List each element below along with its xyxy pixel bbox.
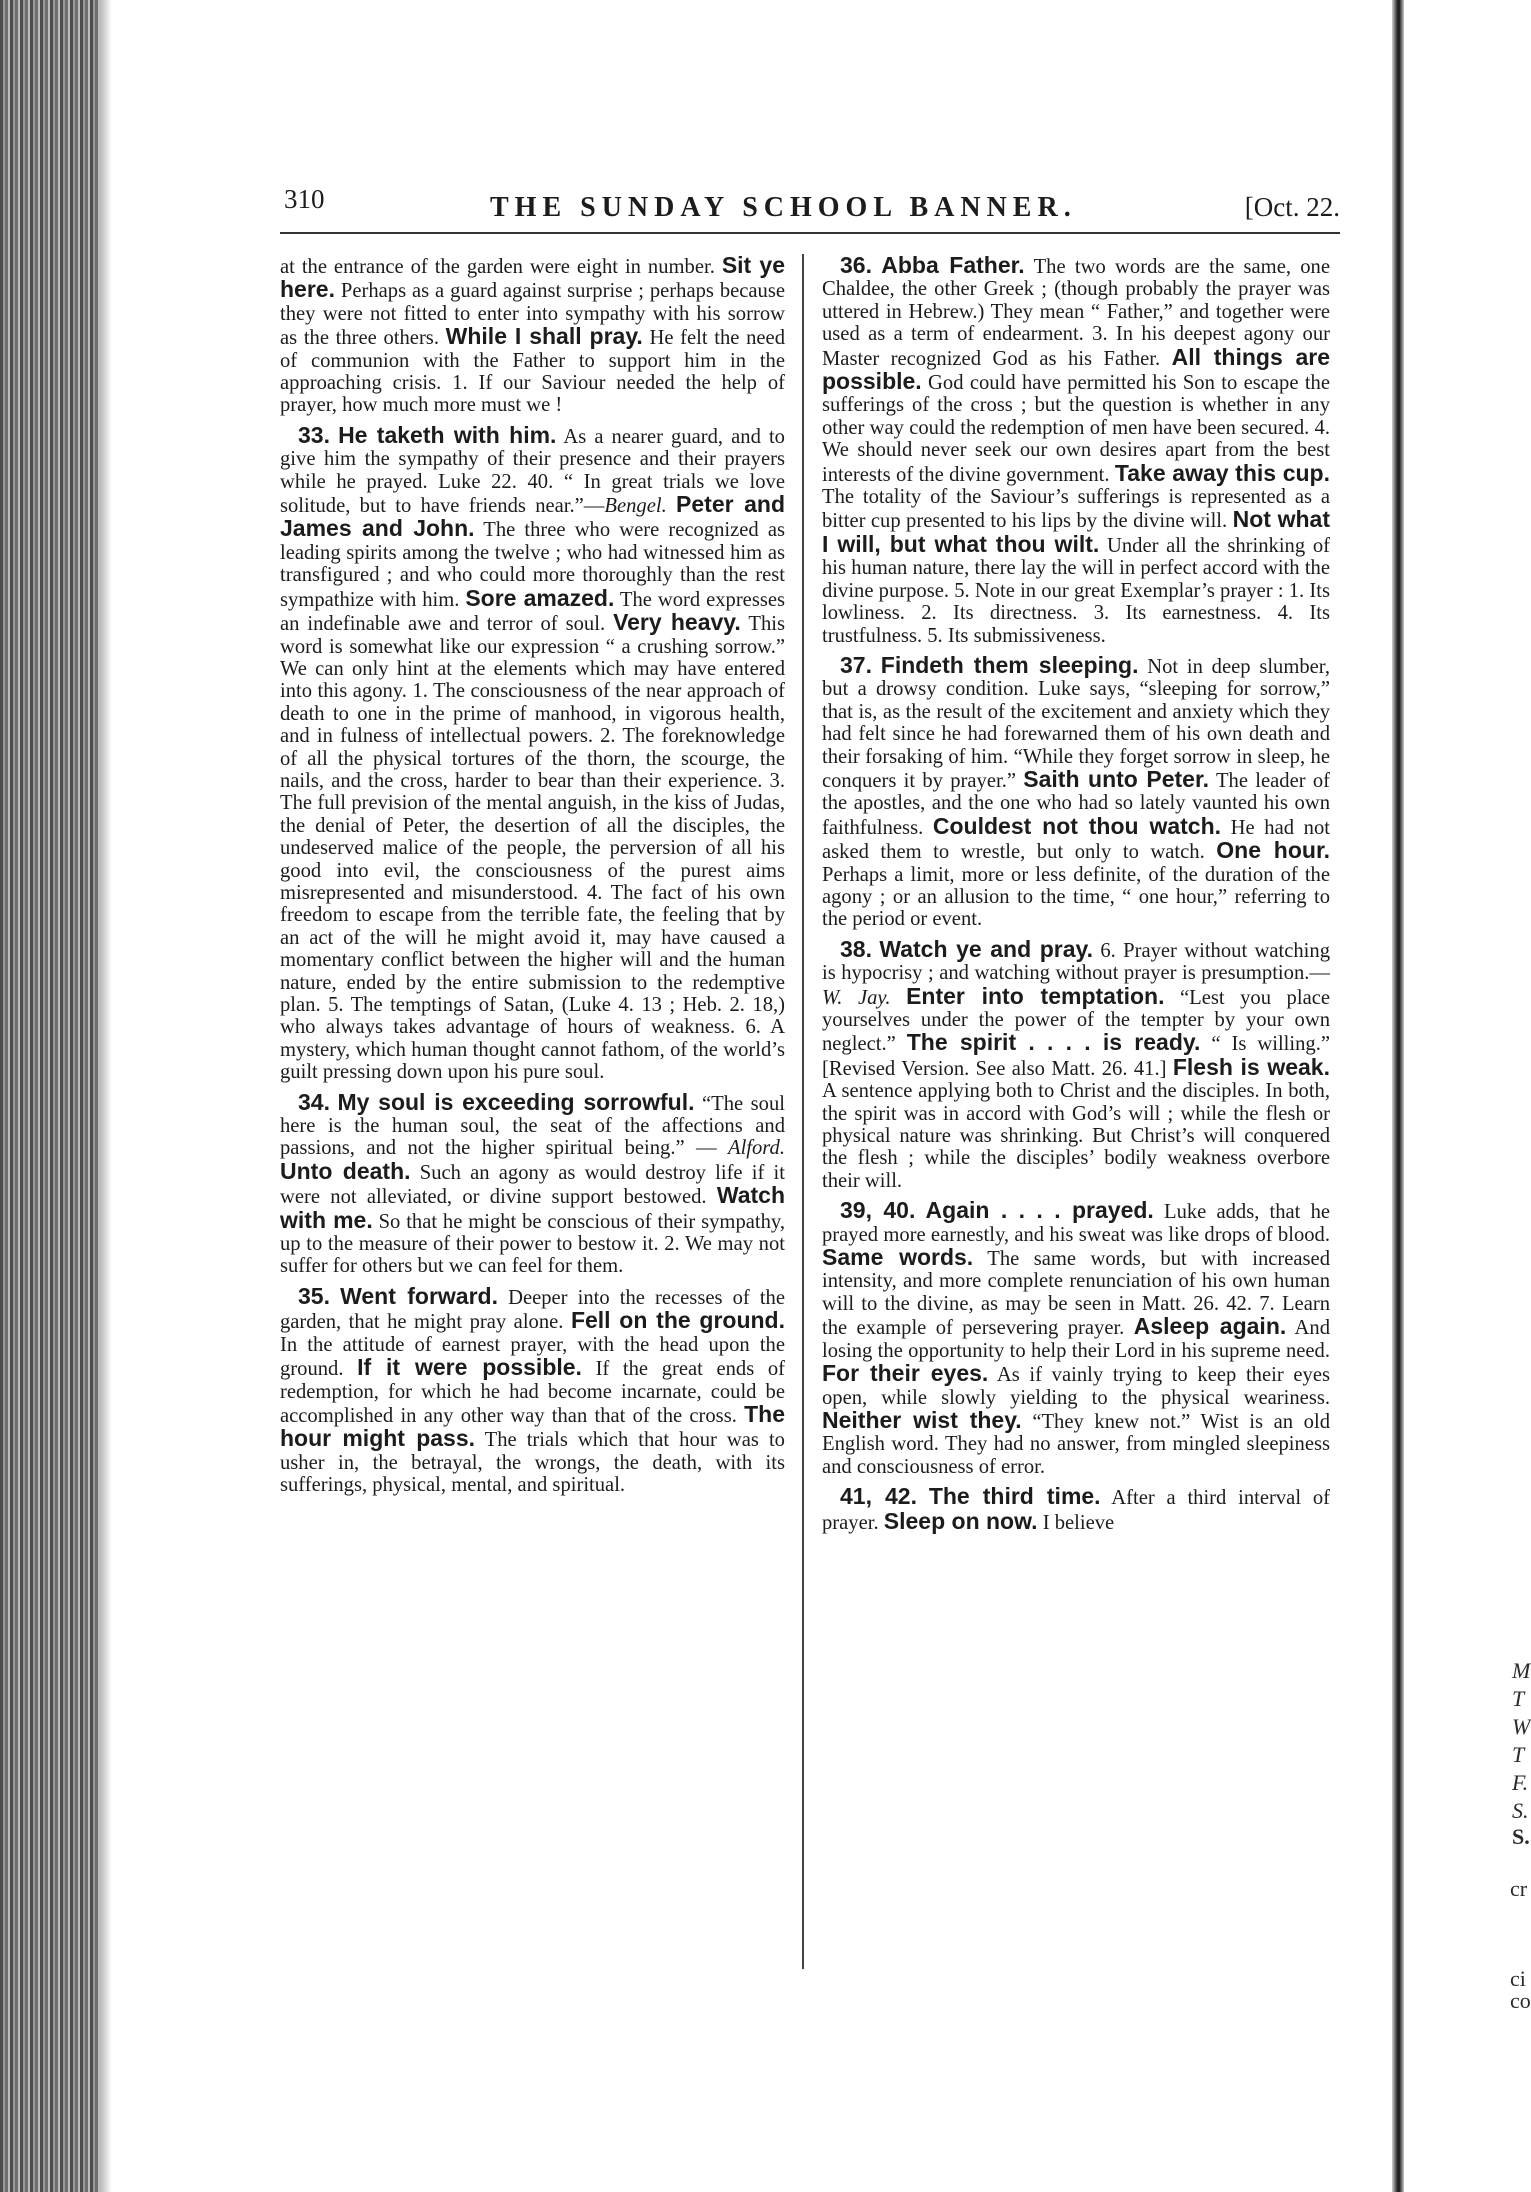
verse-phrase-heading: Went forward. xyxy=(340,1282,498,1309)
body-text: After a third interval of prayer. xyxy=(822,1487,1330,1534)
verse-phrase-heading: He taketh with him. xyxy=(338,421,557,448)
body-text: 6. Prayer without watching is hypocrisy ; and watching without prayer is presumption.— xyxy=(822,939,1330,985)
body-text: “Lest you place yourselves under the power of the tempter by your own neglect.” xyxy=(822,986,1330,1056)
body-text: God could have permitted his Son to escape the sufferings of the cross ; but the question is whether in any other way could the redemption of men have been secured. 4. We should never seek our own desires apart from the best interests of the divine government. xyxy=(822,372,1330,486)
column-divider xyxy=(802,254,804,1969)
book-gutter-shadow xyxy=(1392,0,1404,2192)
verse-number: 39, 40. xyxy=(840,1197,916,1224)
body-text xyxy=(891,987,907,1009)
verse-phrase-heading: Same words. xyxy=(822,1244,974,1271)
left-column xyxy=(280,254,785,1979)
verse-phrase-heading: Flesh is weak. xyxy=(1172,1053,1330,1080)
verse-phrase-heading: Saith unto Peter. xyxy=(1023,765,1210,792)
facing-page-fragment xyxy=(1404,0,1531,2192)
body-text: He had not asked them to wrestle, but only to watch. xyxy=(822,816,1330,864)
verse-phrase-heading: Very heavy. xyxy=(613,609,741,636)
body-text: So that he might be conscious of their sympathy, up to the measure of their power to bestow it. 2. We may not suffer for others but we can feel for them. xyxy=(280,1210,786,1278)
facing-page-glyph: cr xyxy=(1510,1876,1528,1901)
body-text: The totality of the Saviour’s sufferings is represented as a bitter cup presented to his lips by the divine will. xyxy=(822,486,1330,533)
verse-33-commentary xyxy=(280,421,786,1084)
verse-phrase-heading: The spirit . . . . is ready. xyxy=(906,1029,1201,1056)
facing-page-glyph: T xyxy=(1512,1742,1525,1767)
verse-phrase-heading: Abba Father. xyxy=(881,252,1025,278)
body-text: As if vainly trying to keep their eyes open, while slowly yielding to the physical weariness. xyxy=(822,1364,1330,1409)
verse-phrase-heading: Findeth them sleeping. xyxy=(880,651,1139,678)
facing-page-glyph: W xyxy=(1512,1714,1531,1739)
body-text: Such an agony as would destroy life if it were not alleviated, or divine support bestowed. xyxy=(280,1161,785,1209)
verse-37-commentary xyxy=(822,651,1331,931)
verse-phrase-heading: My soul is exceeding sorrowful. xyxy=(337,1088,695,1115)
verse-phrase-heading: Unto death. xyxy=(280,1157,411,1184)
verse-41-42-commentary xyxy=(822,1485,1330,1534)
verse-phrase-heading: Enter into temptation. xyxy=(906,982,1165,1009)
book-page-edges xyxy=(0,0,100,2192)
issue-date: [Oct. 22. xyxy=(1244,192,1340,222)
verse-35-commentary xyxy=(280,1282,786,1497)
verse-phrase-heading: Couldest not thou watch. xyxy=(932,812,1222,839)
verse-36-commentary xyxy=(822,254,1330,647)
verse-34-commentary xyxy=(280,1088,786,1278)
right-column xyxy=(822,254,1330,1979)
facing-page-glyph: M xyxy=(1512,1658,1531,1683)
verse-number: 38. xyxy=(840,935,872,962)
verse-phrase-heading: Not what I will, but what thou wilt. xyxy=(822,506,1330,557)
verse-phrase-heading: Sore amazed. xyxy=(465,584,615,611)
verse-phrase-heading: The hour might pass. xyxy=(280,1400,785,1452)
facing-page-glyph: ci xyxy=(1510,1966,1526,1991)
facing-page-glyph: S. xyxy=(1512,1798,1529,1823)
verse-number: 34. xyxy=(298,1088,330,1115)
verse-phrase-heading: Again . . . . prayed. xyxy=(925,1197,1154,1224)
body-text: Deeper into the recesses of the garden, that he might pray alone. xyxy=(280,1286,785,1334)
body-text: The three who were recognized as leading spirits among the twelve ; who had witnessed him as transfigured ; and who could more thoroughly than the rest sympathize with him. xyxy=(280,519,785,611)
verse-phrase-heading: For their eyes. xyxy=(822,1360,989,1387)
body-text: The word expresses an indefinable awe and terror of soul. xyxy=(280,588,786,636)
body-text: Perhaps as a guard against surprise ; perhaps because they were not fitted to enter into sympathy with his sorrow as the three others. xyxy=(280,280,785,350)
verse-phrase-heading: The third time. xyxy=(928,1483,1101,1510)
body-text: This word is somewhat like our expression “ a crushing sorrow.” We can only hint at the elements which may have entered into this agony. 1. The consciousness of the near approach of death to one in the prime of manhood, in vigorous health, and in fulness of intellectual powers. 2. The foreknowledge of all the physical tortures of the thorn, the scourge, the nails, and the cross, harder to bear than their experience. 3. The full prevision of the mental anguish, in the kiss of Judas, the denial of Peter, the desertion of all the disciples, the undeserved malice of the people, the perversion of all his good into evil, the consciousness of the purest aims misrepresented and misunderstood. 4. The fact of his own freedom to escape from the terrible fate, the feeling that by an act of the will he might avoid it, may have caused a momentary conflict between the higher will and the human nature, ended by the entire submission to the redemptive plan. 5. The temptings of Satan, (Luke 4. 13 ; Heb. 2. 18,) who always takes advantage of hours of weakness. 6. A mystery, which human thought cannot fathom, of the world’s guilt pressing down upon his pure soul. xyxy=(280,613,785,1084)
verse-phrase-heading: Asleep again. xyxy=(1133,1313,1287,1340)
body-text: Perhaps a limit, more or less definite, of the duration of the agony ; or an allusion to the time, “ one hour,” referring to the period or event. xyxy=(822,863,1330,931)
body-text: He felt the need of communion with the Father to support him in the approaching crisis. 1. If our Saviour needed the help of prayer, how much more must we ! xyxy=(280,327,785,417)
verse-phrase-heading: While I shall pray. xyxy=(445,323,643,350)
body-text: “They knew not.” Wist is an old English word. They had no answer, from mingled sleepiness and consciousness of error. xyxy=(822,1410,1330,1478)
book-page xyxy=(260,168,1340,2008)
body-text: at the entrance of the garden were eight in number. xyxy=(280,256,722,278)
page-number: 310 xyxy=(284,184,325,214)
body-text: The trials which that hour was to usher in, the betrayal, the wrongs, the death, with its sufferings, physical, mental, and spiritual. xyxy=(280,1429,785,1497)
body-text: “ Is willing.” [Revised Version. See also Matt. 26. 41.] xyxy=(822,1033,1330,1080)
facing-page-glyph: S. xyxy=(1512,1824,1530,1849)
body-text: Not in deep slumber, but a drowsy condition. Luke says, “sleeping for sorrow,” that is, as the result of the excitement and anxiety which they had felt since he had forewarned them of his own death and their forsaking of him. “While they forget sorrow in sleep, he conquers it by prayer.” xyxy=(822,655,1330,792)
verse-phrase-heading: Fell on the ground. xyxy=(570,1307,785,1334)
facing-page-glyph: F. xyxy=(1512,1770,1529,1795)
verse-phrase-heading: Take away this cup. xyxy=(1114,459,1330,486)
body-text: A sentence applying both to Christ and the disciples. In both, the spirit was in accord with God’s will ; while the flesh or physical nature was shrinking. But Christ’s will conquered the flesh ; while the disciples’ bodily weakness overbore their will. xyxy=(822,1080,1330,1192)
facing-page-glyph: T xyxy=(1512,1686,1525,1711)
verse-number: 36. xyxy=(840,252,872,278)
verse-phrase-heading: One hour. xyxy=(1216,837,1331,864)
verse-phrase-heading: Peter and James and John. xyxy=(280,491,785,542)
citation: W. Jay. xyxy=(822,986,891,1009)
body-text: Luke adds, that he prayed more earnestly, and his sweat was like drops of blood. xyxy=(822,1201,1331,1246)
facing-page-glyph: co xyxy=(1510,1988,1531,2013)
verse-38-commentary xyxy=(822,935,1330,1192)
verse-number: 33. xyxy=(298,421,330,448)
verse-39-40-commentary xyxy=(822,1199,1330,1478)
citation: Alford. xyxy=(727,1137,785,1160)
verse-phrase-heading: Sit ye here. xyxy=(280,252,785,303)
page-header xyxy=(280,178,1340,234)
verse-phrase-heading: Watch with me. xyxy=(280,1182,785,1233)
verse-phrase-heading: All things are possible. xyxy=(822,343,1330,395)
commentary-paragraph-continued xyxy=(280,254,785,417)
verse-phrase-heading: Sleep on now. xyxy=(883,1507,1038,1534)
body-text: The two words are the same, one Chaldee, the other Greek ; (though probably the prayer was uttered in Hebrew.) They mean “ Father,” and together were used as a term of endearment. 3. In his deepest agony our Master recognized God as his Father. xyxy=(822,256,1330,370)
body-text: As a nearer guard, and to give him the sympathy of their presence and their prayers while he prayed. Luke 22. 40. “ In great trials we love solitude, but to have friends near.”— xyxy=(280,425,785,518)
verse-number: 41, 42. xyxy=(840,1483,917,1510)
body-text xyxy=(667,495,676,517)
body-text: Under all the shrinking of his human nature, there lay the will in perfect accord with the divine purpose. 5. Note in our great Exemplar’s prayer : 1. Its lowliness. 2. Its directness. 3. Its earnestness. 4. Its trustfulness. 5. Its submissiveness. xyxy=(822,534,1330,647)
citation: Bengel. xyxy=(604,495,667,518)
verse-number: 35. xyxy=(298,1282,330,1309)
body-text: The same words, but with increased intensity, and more complete renunciation of his own human will to the divine, as may be seen in Matt. 26. 42. 7. Learn the example of persevering prayer. xyxy=(822,1248,1330,1340)
body-text: If the great ends of redemption, for which he had become incarnate, could be accomplished in any other way than that of the cross. xyxy=(280,1358,786,1427)
verse-phrase-heading: If it were possible. xyxy=(357,1354,582,1381)
verse-phrase-heading: Neither wist they. xyxy=(822,1406,1022,1433)
running-title: THE SUNDAY SCHOOL BANNER. xyxy=(490,192,1077,223)
verse-number: 37. xyxy=(840,651,872,678)
body-text: I believe xyxy=(1037,1511,1115,1534)
verse-phrase-heading: Watch ye and pray. xyxy=(879,935,1093,962)
body-text: And losing the opportunity to help their Lord in his supreme need. xyxy=(822,1317,1330,1362)
body-text: In the attitude of earnest prayer, with the head upon the ground. xyxy=(280,1333,785,1381)
body-text: The leader of the apostles, and the one who had so lately vaunted his own faithfulness. xyxy=(822,769,1331,839)
body-text: “The soul here is the human soul, the seat of the affections and passions, and not the higher spiritual being.” — xyxy=(280,1092,785,1160)
